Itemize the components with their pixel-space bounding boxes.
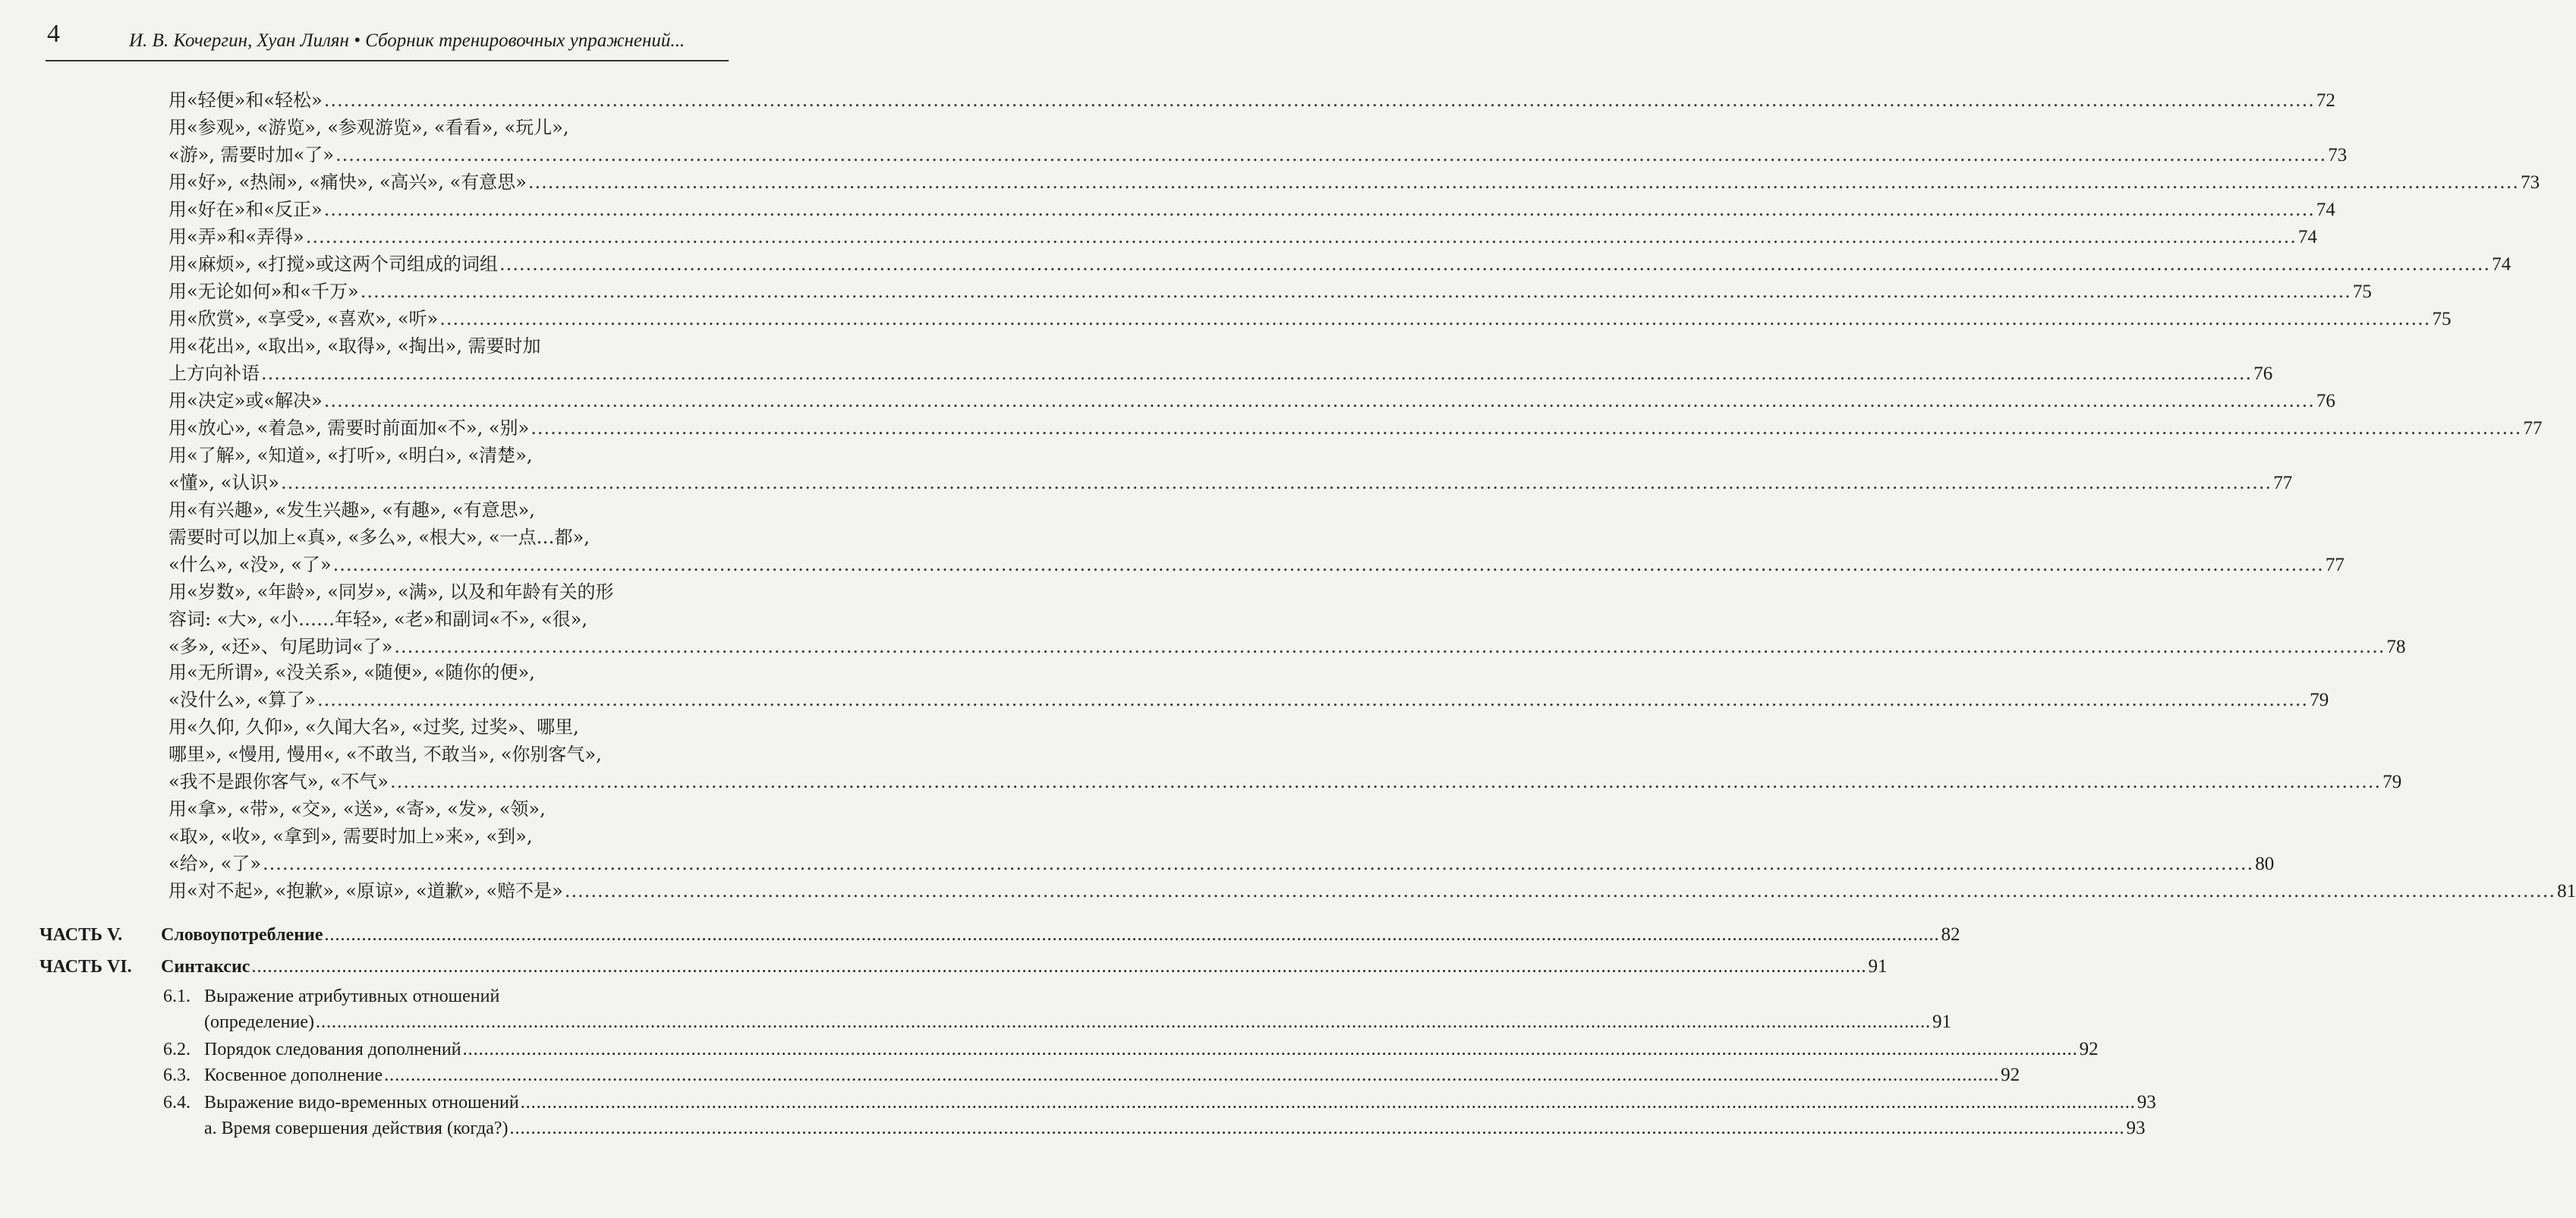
entry-page-number: 76: [2316, 391, 2335, 411]
entry-text: 上方向补语: [168, 363, 260, 384]
entry-text: 用«放心», «着急», 需要时前面加«不», «别»: [168, 417, 530, 439]
entry-text-line: 用«久仰, 久仰», «久闻大名», «过奖, 过奖»、哪里,: [168, 716, 579, 738]
entry-text: «多», «还»、句尾助词«了»: [168, 636, 393, 657]
entry-page-number: 73: [2521, 172, 2540, 193]
dot-leader: [335, 141, 2326, 168]
entry-text-line: 用«参观», «游览», «参观游览», «看看», «玩儿»,: [168, 117, 569, 138]
dot-leader: [565, 877, 2556, 905]
subsection-text: Выражение видо-временных отношений: [204, 1093, 519, 1113]
dot-leader: [390, 768, 2381, 795]
subsection-entry[interactable]: [163, 1037, 2099, 1062]
entry-last-line: [168, 278, 2372, 305]
dot-leader: [325, 921, 1940, 949]
subsection-page-number: 92: [2079, 1039, 2099, 1059]
subsection-body: [204, 1116, 2146, 1141]
dot-leader: [324, 87, 2315, 114]
toc-entry[interactable]: [168, 795, 2275, 877]
entry-page-number: 78: [2386, 637, 2406, 657]
section-page-number: 91: [1868, 956, 1888, 977]
entry-last-line: [168, 360, 2273, 387]
subsection-row: [204, 1116, 2146, 1141]
entry-page-number: 75: [2352, 282, 2372, 302]
entry-page-number: 74: [2492, 254, 2511, 275]
section-heading[interactable]: [39, 953, 1888, 980]
entry-page-number: 77: [2523, 418, 2543, 439]
entry-text: 用«无论如何»和«千万»: [168, 281, 359, 302]
entry-page-number: 77: [2273, 473, 2293, 493]
toc-entry[interactable]: [168, 250, 2511, 278]
entry-page-number: 80: [2255, 854, 2275, 874]
section-number: ЧАСТЬ VI.: [39, 957, 132, 977]
dot-leader: [499, 250, 2490, 278]
subsection-number: 6.1.: [163, 987, 191, 1006]
subsection-body: [204, 1090, 2156, 1116]
toc-entry[interactable]: [168, 578, 2406, 660]
dot-leader: [324, 196, 2315, 223]
dot-leader: [306, 223, 2297, 250]
entry-text-line: 用«无所谓», «没关系», «随便», «随你的便»,: [168, 662, 535, 683]
entry-last-line: [168, 87, 2335, 114]
entry-text: «给», «了»: [168, 853, 261, 874]
subsection-last-line: [204, 1037, 2099, 1062]
subsection-text: (определение): [204, 1012, 314, 1032]
entry-page-number: 76: [2253, 364, 2273, 384]
dot-leader: [394, 633, 2385, 660]
toc-entry[interactable]: [168, 168, 2540, 196]
dot-leader: [521, 1090, 2136, 1116]
dot-leader: [531, 414, 2521, 442]
subsection-entry[interactable]: [204, 1116, 2146, 1141]
subsection-row: [163, 984, 1951, 1035]
toc-entry[interactable]: [168, 387, 2335, 414]
dot-leader: [251, 953, 1866, 980]
dot-leader: [463, 1037, 2078, 1062]
entry-text: 用«弄»和«弄得»: [168, 226, 304, 247]
entry-text: 用«麻烦», «打搅»或这两个司组成的词组: [168, 253, 498, 275]
toc-entry[interactable]: [168, 114, 2348, 168]
entry-text-line: 用«拿», «带», «交», «送», «寄», «发», «领»,: [168, 798, 546, 820]
section-title: Словоупотребление: [161, 925, 323, 945]
subsection-text: Косвенное дополнение: [204, 1065, 383, 1085]
subsection-text: Порядок следования дополнений: [204, 1040, 461, 1059]
dot-leader: [528, 168, 2519, 196]
entry-last-line: [168, 633, 2406, 660]
entry-page-number: 73: [2328, 145, 2348, 165]
subsection-body: [204, 1037, 2099, 1062]
entry-text: 用«欣赏», «享受», «喜欢», «听»: [168, 308, 439, 329]
toc-entry[interactable]: [168, 196, 2335, 223]
section-number: ЧАСТЬ V.: [39, 925, 123, 945]
dot-leader: [510, 1116, 2125, 1141]
entry-page-number: 74: [2297, 227, 2317, 247]
section-title: Синтаксис: [161, 957, 250, 977]
subsection-last-line: [204, 1009, 1951, 1035]
entry-last-line: [168, 196, 2335, 223]
toc-entry[interactable]: [168, 305, 2452, 332]
toc-entry[interactable]: [168, 659, 2329, 713]
subsection-page-number: 93: [2137, 1092, 2156, 1113]
dot-leader: [384, 1062, 1999, 1088]
toc-entry[interactable]: [168, 332, 2273, 387]
entry-last-line: [168, 469, 2293, 496]
subsection-text: а. Время совершения действия (когда?): [204, 1119, 509, 1138]
toc-entry[interactable]: [168, 414, 2543, 442]
subsection-row: [163, 1062, 2020, 1088]
toc-entry[interactable]: [168, 278, 2372, 305]
dot-leader: [316, 1009, 1931, 1035]
subsection-last-line: [204, 1090, 2156, 1116]
subsection-page-number: 93: [2126, 1118, 2146, 1138]
section-heading[interactable]: [39, 921, 1960, 949]
entry-text: 用«好», «热闹», «痛快», «高兴», «有意思»: [168, 172, 527, 193]
subsection-number: 6.3.: [163, 1065, 191, 1085]
subsection-last-line: [204, 1116, 2146, 1141]
entry-last-line: [168, 250, 2511, 278]
toc-entry[interactable]: [168, 713, 2402, 795]
entry-text-line: 哪里», «慢用, 慢用«, «不敢当, 不敢当», «你别客气»,: [168, 744, 602, 765]
entry-last-line: [168, 223, 2317, 250]
entry-text-line: 用«有兴趣», «发生兴趣», «有趣», «有意思»,: [168, 499, 535, 521]
entry-text-line: 容词: «大», «小……年轻», «老»和副词«不», «很»,: [168, 609, 587, 630]
entry-text-line: 用«了解», «知道», «打听», «明白», «清楚»,: [168, 445, 533, 466]
entry-text: 用«对不起», «抱歉», «原谅», «道歉», «赔不是»: [168, 880, 563, 902]
subsection-body: [204, 1062, 2020, 1088]
subsection-row: [163, 1090, 2156, 1116]
entry-last-line: [168, 768, 2402, 795]
subsection-text-line: Выражение атрибутивных отношений: [204, 987, 500, 1006]
entry-text: 用«好在»和«反正»: [168, 199, 323, 220]
dot-leader: [263, 850, 2253, 877]
entry-page-number: 79: [2382, 772, 2402, 792]
subsection-number: 6.2.: [163, 1040, 191, 1059]
dot-leader: [333, 551, 2324, 578]
running-head: И. В. Кочергин, Хуан Лилян • Сборник тренировочных упражнений...: [129, 30, 685, 51]
section-page-number: 82: [1941, 924, 1960, 945]
subsection-page-number: 92: [2001, 1065, 2020, 1085]
entry-last-line: [168, 877, 2576, 905]
dot-leader: [439, 305, 2430, 332]
dot-leader: [281, 469, 2272, 496]
page-number: 4: [47, 20, 60, 48]
dot-leader: [361, 278, 2351, 305]
entry-text: «游», 需要时加«了»: [168, 144, 334, 165]
toc-entry[interactable]: [168, 496, 2345, 578]
subsection-last-line: [204, 1062, 2020, 1088]
subsection-page-number: 91: [1932, 1012, 1951, 1032]
entry-last-line: [168, 387, 2335, 414]
subsection-row: [163, 1037, 2099, 1062]
entry-last-line: [168, 168, 2540, 196]
entry-text: «什么», «没», «了»: [168, 554, 332, 575]
entry-page-number: 74: [2316, 200, 2335, 220]
toc-entry[interactable]: [168, 223, 2317, 250]
entry-last-line: [168, 686, 2329, 713]
entry-text-line: 用«花出», «取出», «取得», «掏出», 需要时加: [168, 335, 541, 357]
entry-last-line: [168, 551, 2345, 578]
entry-page-number: 72: [2316, 90, 2335, 111]
entry-last-line: [168, 141, 2348, 168]
entry-page-number: 75: [2432, 309, 2452, 329]
subsection-entry[interactable]: [163, 1062, 2020, 1088]
entry-text: «懂», «认识»: [168, 472, 279, 493]
subsection-number: 6.4.: [163, 1093, 191, 1113]
entry-text: 用«轻便»和«轻松»: [168, 90, 323, 111]
subsection-body: [204, 984, 1951, 1035]
entry-page-number: 79: [2310, 690, 2329, 710]
entry-text: «没什么», «算了»: [168, 689, 316, 710]
entry-last-line: [168, 414, 2543, 442]
entry-text-line: 需要时可以加上«真», «多么», «根大», «一点…都»,: [168, 527, 590, 548]
header-rule: [46, 60, 729, 61]
subsection-entry[interactable]: [163, 984, 1951, 1035]
dot-leader: [324, 387, 2315, 414]
entry-text-line: 用«岁数», «年龄», «同岁», «满», 以及和年龄有关的形: [168, 581, 614, 603]
entry-page-number: 77: [2325, 555, 2345, 575]
entry-text: «我不是跟你客气», «不气»: [168, 771, 389, 792]
entry-page-number: 81: [2557, 881, 2576, 902]
entry-text: 用«决定»或«解决»: [168, 390, 323, 411]
entry-text-line: «取», «收», «拿到», 需要时加上»来», «到»,: [168, 826, 533, 847]
entry-last-line: [168, 850, 2275, 877]
toc-entry[interactable]: [168, 87, 2335, 114]
toc-entry[interactable]: [168, 442, 2293, 496]
entry-last-line: [168, 305, 2452, 332]
dot-leader: [261, 360, 2252, 387]
subsection-entry[interactable]: [163, 1090, 2156, 1116]
toc-entry[interactable]: [168, 877, 2576, 905]
dot-leader: [317, 686, 2308, 713]
